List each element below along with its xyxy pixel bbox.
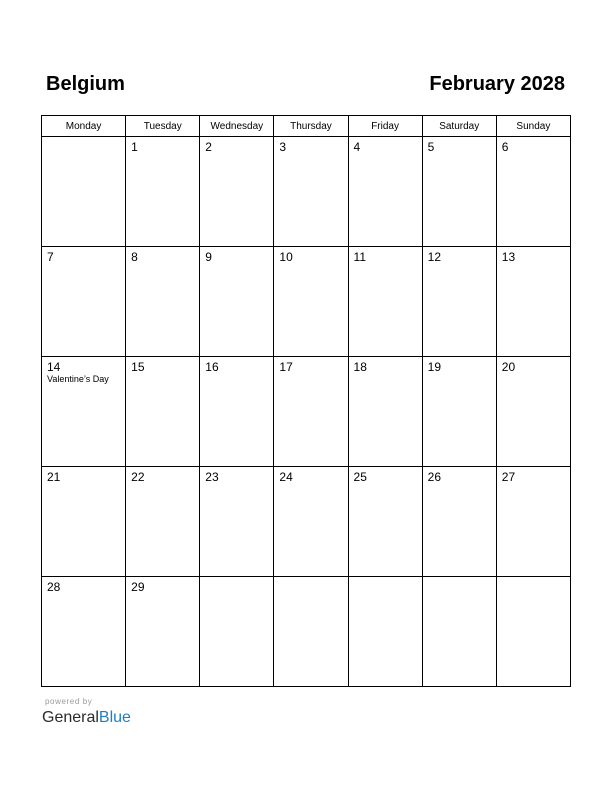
- day-cell: [422, 137, 496, 247]
- week-row: [42, 247, 571, 357]
- powered-by-text: powered by: [45, 697, 93, 706]
- week-row: [42, 137, 571, 247]
- day-cell: [200, 467, 274, 577]
- day-cell: [496, 247, 570, 357]
- day-number: 4: [353, 140, 361, 154]
- holiday-label: Valentine’s Day: [47, 374, 109, 384]
- day-cell: [200, 357, 274, 467]
- day-cell: [496, 577, 570, 687]
- week-row: [42, 357, 571, 467]
- day-number: 8: [131, 250, 138, 264]
- day-cell: [42, 467, 126, 577]
- day-number: 19: [427, 360, 442, 374]
- day-cell: [274, 247, 348, 357]
- day-number: 27: [501, 470, 516, 484]
- month-year-title: February 2028: [429, 73, 565, 95]
- day-cell: [422, 467, 496, 577]
- day-cell: [42, 137, 126, 247]
- weekday-header: Saturday: [422, 116, 496, 137]
- weekday-header: Thursday: [274, 116, 348, 137]
- day-cell: [126, 467, 200, 577]
- day-cell: [348, 247, 422, 357]
- weekday-header: Sunday: [496, 116, 570, 137]
- day-cell: [422, 357, 496, 467]
- day-number: 26: [427, 470, 442, 484]
- day-number: 20: [501, 360, 516, 374]
- logo-blue-text: Blue: [98, 709, 131, 726]
- day-number: 16: [205, 360, 219, 374]
- weekday-header-row: [42, 116, 571, 137]
- day-cell: [348, 357, 422, 467]
- generalblue-logo[interactable]: [42, 708, 131, 728]
- weekday-header: Tuesday: [126, 116, 200, 137]
- day-cell: [126, 577, 200, 687]
- day-number: [200, 577, 273, 580]
- footer-branding: [42, 697, 131, 728]
- weekday-header: Wednesday: [200, 116, 274, 137]
- day-number: 14: [47, 360, 61, 374]
- day-number: [274, 577, 347, 580]
- day-number: 11: [353, 250, 366, 264]
- day-number: 5: [427, 140, 435, 154]
- day-cell: [274, 467, 348, 577]
- day-cell: [200, 577, 274, 687]
- day-cell: [126, 247, 200, 357]
- day-number: 7: [47, 250, 54, 264]
- day-number: 29: [131, 580, 145, 594]
- day-number: [423, 577, 496, 580]
- day-cell: [200, 247, 274, 357]
- day-cell: [348, 137, 422, 247]
- week-row: [42, 577, 571, 687]
- day-number: [42, 137, 125, 140]
- week-row: [42, 467, 571, 577]
- day-cell: [422, 577, 496, 687]
- day-cell: [274, 577, 348, 687]
- day-cell: [274, 357, 348, 467]
- day-number: 9: [205, 250, 212, 264]
- day-number: 25: [353, 470, 367, 484]
- day-cell: [42, 247, 126, 357]
- day-cell: [422, 247, 496, 357]
- day-cell: [496, 357, 570, 467]
- day-number: 15: [131, 360, 145, 374]
- day-number: 22: [131, 470, 145, 484]
- weekday-header: Monday: [42, 116, 126, 137]
- day-cell: [126, 137, 200, 247]
- day-cell: [42, 357, 126, 467]
- day-number: 21: [47, 470, 61, 484]
- day-number: 6: [501, 140, 509, 154]
- calendar-grid: [41, 115, 571, 687]
- day-number: 28: [47, 580, 61, 594]
- logo-general-text: General: [42, 709, 99, 726]
- day-cell: [126, 357, 200, 467]
- day-cell: [496, 137, 570, 247]
- day-number: 2: [205, 140, 212, 154]
- country-title: Belgium: [46, 73, 125, 95]
- day-cell: [348, 467, 422, 577]
- day-cell: [348, 577, 422, 687]
- day-number: 24: [279, 470, 293, 484]
- day-number: 13: [501, 250, 516, 264]
- day-cell: [274, 137, 348, 247]
- day-number: [497, 577, 570, 580]
- day-cell: [200, 137, 274, 247]
- day-number: 12: [427, 250, 442, 264]
- day-number: 10: [279, 250, 293, 264]
- day-cell: [42, 577, 126, 687]
- day-number: 1: [131, 140, 138, 154]
- day-number: 3: [279, 140, 287, 154]
- day-number: 18: [353, 360, 367, 374]
- day-number: 17: [279, 360, 293, 374]
- weekday-header: Friday: [348, 116, 422, 137]
- day-number: [349, 577, 422, 580]
- day-cell: [496, 467, 570, 577]
- day-number: 23: [205, 470, 219, 484]
